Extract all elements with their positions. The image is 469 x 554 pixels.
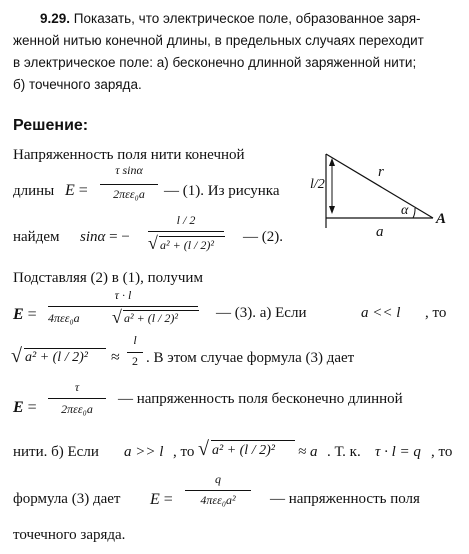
body-line-2a: длины — [13, 183, 55, 199]
triangle-figure — [308, 148, 468, 263]
formula-4-lhs: E = — [13, 399, 37, 416]
root-b-radical: √ — [198, 438, 209, 460]
label-a: a — [376, 224, 384, 240]
body-line-9a: формула (3) дает — [13, 491, 121, 507]
formula-3-radical: √ — [112, 307, 122, 327]
body-line-5a: — (3). а) Если — [216, 305, 307, 321]
body-line-5b: , то — [425, 305, 447, 321]
approx-sign: ≈ — [111, 349, 120, 366]
formula-5-denominator: 4πεε₀a² — [200, 493, 236, 507]
root-b-bar — [211, 440, 295, 441]
formula-2-numerator: l / 2 — [176, 213, 196, 227]
formula-4-fraction-bar — [48, 398, 106, 399]
formula-3-numerator: τ · l — [114, 288, 132, 302]
formula-4-denominator: 2πεε₀a — [61, 402, 93, 416]
root-a-radical: √ — [11, 345, 22, 367]
label-r: r — [378, 164, 384, 180]
formula-3-lhs: E = — [13, 306, 37, 323]
half-numerator: l — [133, 333, 137, 347]
figure-angle-arc — [413, 208, 415, 218]
body-line-3b: — (2). — [243, 229, 283, 245]
condition-a: a << l — [361, 305, 401, 321]
root-a-bar — [24, 348, 106, 349]
problem-text-1: Показать, что электрическое поле, образованное заря- — [73, 11, 421, 26]
formula-2-denominator: a² + (l / 2)² — [160, 238, 214, 252]
body-line-4: Подставляя (2) в (1), получим — [13, 270, 203, 286]
problem-line-3: в электрическое поле: а) бесконечно длинной заряженной нити; — [13, 55, 417, 70]
body-line-7: — напряженность поля бесконечно длинной — [118, 391, 403, 407]
body-line-2b: — (1). Из рисунка — [164, 183, 280, 199]
label-l2: l/2 — [310, 177, 325, 192]
problem-line-4: б) точечного заряда. — [13, 77, 142, 92]
half-denominator: 2 — [132, 354, 138, 368]
formula-2-radical: √ — [148, 233, 158, 253]
figure-arrow-down — [329, 206, 335, 214]
formula-1-fraction-bar — [100, 184, 158, 185]
problem-number: 9.29. — [40, 11, 71, 26]
body-line-9b: — напряженность поля — [270, 491, 420, 507]
label-alpha: α — [401, 203, 409, 218]
body-line-8d: , то — [431, 444, 453, 460]
label-A: A — [436, 211, 447, 227]
problem-line-1 — [40, 11, 421, 26]
root-a-expression: a² + (l / 2)² — [25, 350, 88, 365]
formula-5-fraction-bar — [185, 490, 251, 491]
formula-5-lhs: E = — [150, 491, 173, 508]
formula-2-lhs: sinα = − — [80, 229, 130, 245]
body-line-8c: . Т. к. — [327, 444, 361, 460]
formula-2-radical-bar — [159, 236, 225, 237]
body-line-8b: , то — [173, 444, 195, 460]
formula-3-fraction-bar — [48, 306, 198, 307]
solution-heading: Решение: — [13, 117, 89, 134]
formula-5-numerator: q — [215, 472, 221, 486]
problem-line-2: женной нитью конечной длины, в предельных случаях переходит — [13, 33, 424, 48]
formula-3-denominator-pre: 4πεε₀a — [48, 311, 80, 325]
approx-a: ≈ a — [298, 444, 318, 460]
formula-1-lhs: E = — [65, 182, 88, 199]
tau-l-equals-q: τ · l = q — [375, 444, 421, 460]
formula-1-denominator: 2πεε₀a — [113, 187, 145, 201]
body-line-6: . В этом случае формула (3) дает — [146, 350, 355, 366]
condition-b: a >> l — [124, 444, 164, 460]
body-line-10: точечного заряда. — [13, 527, 126, 543]
root-b-expression: a² + (l / 2)² — [212, 443, 275, 458]
formula-3-denominator-root: a² + (l / 2)² — [124, 311, 178, 325]
formula-4-numerator: τ — [74, 380, 80, 394]
body-line-1: Напряженность поля нити конечной — [13, 147, 245, 163]
formula-1-numerator: τ sinα — [115, 163, 143, 177]
body-line-8a: нити. б) Если — [13, 444, 99, 460]
formula-2-fraction-bar — [148, 231, 224, 232]
half-fraction-bar — [127, 352, 143, 353]
body-line-3a: найдем — [13, 229, 60, 245]
